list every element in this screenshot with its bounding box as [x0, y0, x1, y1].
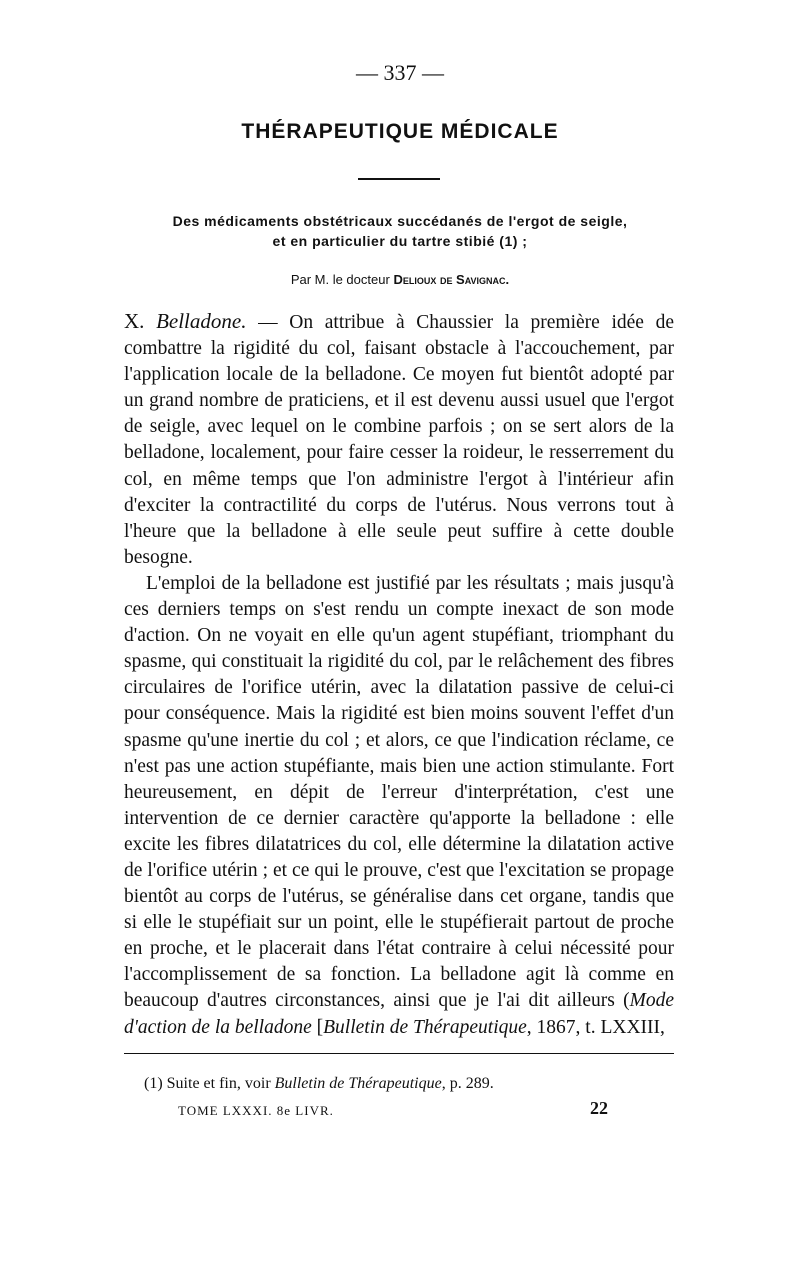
footnote-divider	[124, 1053, 674, 1054]
byline-prefix: Par M. le docteur	[290, 272, 390, 287]
citation-bracket: [	[311, 1016, 324, 1038]
body-text	[124, 308, 674, 1041]
paragraph-1	[124, 308, 674, 571]
footnote-text-suffix: , p. 289.	[441, 1075, 494, 1092]
printer-signature: TOME LXXXI. 8e LIVR.	[178, 1103, 334, 1118]
footnote-marker: (1)	[144, 1075, 163, 1092]
article-title-line-1: Des médicaments obstétricaux succédanés de l'ergot de seigle,	[172, 213, 628, 229]
byline-author: Delioux de Savignac.	[393, 272, 510, 287]
footnote-text-prefix: Suite et fin, voir	[162, 1075, 275, 1092]
article-title	[110, 211, 690, 251]
cited-journal: Bulletin de Thérapeutique	[323, 1016, 527, 1038]
page-number: — 337 —	[356, 60, 444, 85]
footnote-journal: Bulletin de Thérapeutique	[274, 1075, 442, 1092]
title-divider	[358, 178, 440, 180]
paragraph-2	[124, 571, 674, 1041]
paragraph-1-text: — On attribue à Chaussier la première idée de combattre la rigidité du col, faisant obstacle à l'accouchement, par l'application locale de la belladone. Ce moyen fut bientôt adopté par un grand nombre de praticiens, et il est devenu aussi usuel que l'ergot de seigle, avec lequel on le combine parfois ; on se sert alors de la belladone, localement, pour faire cesser la roideur, le resserrement du col, en même temps que l'on administre l'ergot à l'intérieur afin d'exciter la contractilité du corps de l'utérus. Nous verrons tout à l'heure que la belladone à elle seule peut suffire à cette double besogne.	[124, 312, 674, 568]
footnote	[144, 1074, 664, 1094]
sheet-number: 22	[590, 1098, 608, 1118]
section-heading: Belladone.	[156, 309, 247, 333]
article-title-line-2: et en particulier du tartre stibié (1) ;	[272, 233, 528, 249]
section-title: THÉRAPEUTIQUE MÉDICALE	[241, 120, 559, 143]
byline	[0, 272, 800, 287]
section-number: X.	[124, 309, 145, 333]
cited-work-title: Mode d'action de la belladone	[124, 990, 674, 1038]
citation-end: , 1867, t. LXXIII,	[526, 1016, 665, 1038]
paragraph-2-text: L'emploi de la belladone est justifié par les résultats ; mais jusqu'à ces derniers temps on s'est rendu un compte inexact de son mode d'action. On ne voyait en elle qu'un agent stupéfiant, triomphant du spasme, qui constituait la rigidité du col, par le relâchement des fibres circulaires de l'orifice utérin, avec la dilatation passive de celui-ci pour conséquence. Mais la rigidité est bien moins souvent l'effet d'un spasme qu'une inertie du col ; et alors, ce que l'indication réclame, ce n'est pas une action stupéfiante, mais bien une action stimulante. Fort heureusement, en dépit de l'erreur d'interprétation, c'est une intervention de ce dernier caractère qu'apporte la belladone : elle excite les fibres dilatatrices du col, elle détermine la dilatation active de l'orifice utérin ; et ce qui le prouve, c'est que l'excitation se propage bientôt au corps de l'utérus, se généralise dans cet organe, tandis que si elle le stupéfiait sur un point, elle le stupéfierait partout de proche en proche, et le placerait dans l'état contraire à celui nécessité pour l'accomplissement de sa fonction. La belladone agit là comme en beaucoup d'autres circonstances, ainsi que je l'ai dit ailleurs (	[124, 572, 674, 1012]
